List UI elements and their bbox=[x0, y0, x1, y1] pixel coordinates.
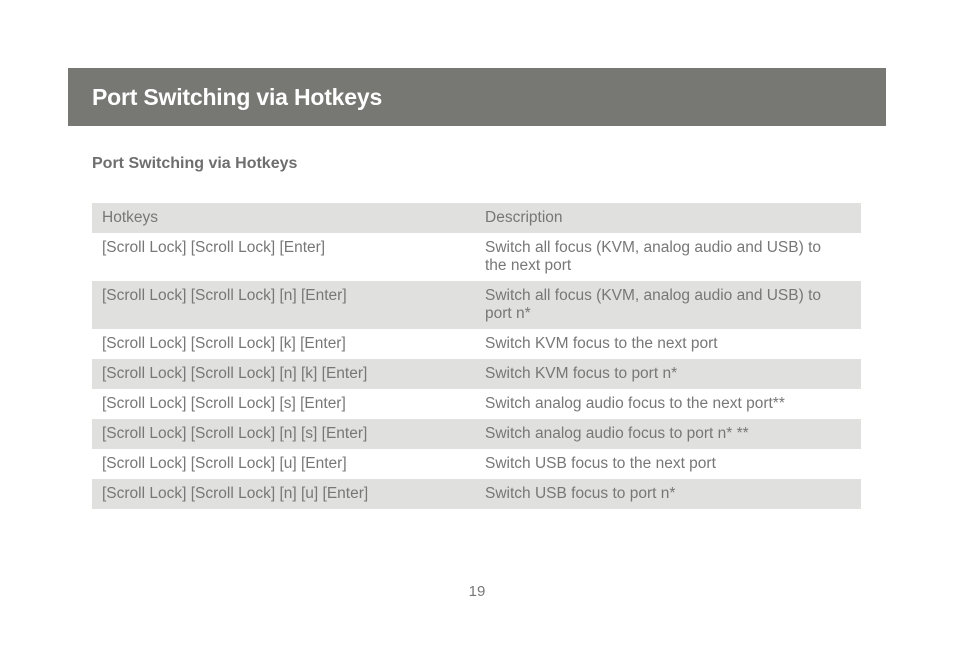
hotkey-cell: [Scroll Lock] [Scroll Lock] [u] [Enter] bbox=[102, 455, 347, 472]
section-title: Port Switching via Hotkeys bbox=[92, 155, 298, 172]
description-cell: Switch USB focus to the next port bbox=[485, 455, 716, 472]
hotkey-cell: [Scroll Lock] [Scroll Lock] [Enter] bbox=[102, 239, 326, 256]
page-title: Port Switching via Hotkeys bbox=[92, 83, 383, 110]
hotkey-cell: [Scroll Lock] [Scroll Lock] [n] [k] [Enter] bbox=[102, 365, 368, 382]
column-header-hotkeys: Hotkeys bbox=[102, 209, 158, 226]
table-row bbox=[92, 449, 861, 479]
description-cell: Switch all focus (KVM, analog audio and USB) to the next port bbox=[485, 239, 822, 274]
description-cell: Switch analog audio focus to port n* ** bbox=[485, 425, 749, 442]
table-row bbox=[92, 389, 861, 419]
description-cell: Switch KVM focus to port n* bbox=[485, 365, 678, 382]
hotkey-cell: [Scroll Lock] [Scroll Lock] [n] [s] [Enter] bbox=[102, 425, 368, 442]
table-row bbox=[92, 419, 861, 449]
hotkey-cell: [Scroll Lock] [Scroll Lock] [s] [Enter] bbox=[102, 395, 346, 412]
table-row bbox=[92, 281, 861, 329]
description-cell: Switch USB focus to port n* bbox=[485, 485, 676, 502]
column-header-description: Description bbox=[485, 209, 563, 226]
table-row bbox=[92, 479, 861, 509]
hotkeys-table bbox=[92, 203, 861, 509]
table-header-row bbox=[92, 203, 861, 233]
page-number: 19 bbox=[468, 583, 486, 600]
description-cell: Switch KVM focus to the next port bbox=[485, 335, 718, 352]
title-banner bbox=[68, 68, 886, 126]
description-cell: Switch all focus (KVM, analog audio and USB) to port n* bbox=[485, 287, 822, 322]
hotkey-cell: [Scroll Lock] [Scroll Lock] [n] [Enter] bbox=[102, 287, 347, 304]
hotkey-cell: [Scroll Lock] [Scroll Lock] [n] [u] [Enter] bbox=[102, 485, 369, 502]
table-row bbox=[92, 329, 861, 359]
description-cell: Switch analog audio focus to the next port** bbox=[485, 395, 785, 412]
table-row bbox=[92, 233, 861, 281]
hotkey-cell: [Scroll Lock] [Scroll Lock] [k] [Enter] bbox=[102, 335, 346, 352]
table-row bbox=[92, 359, 861, 389]
